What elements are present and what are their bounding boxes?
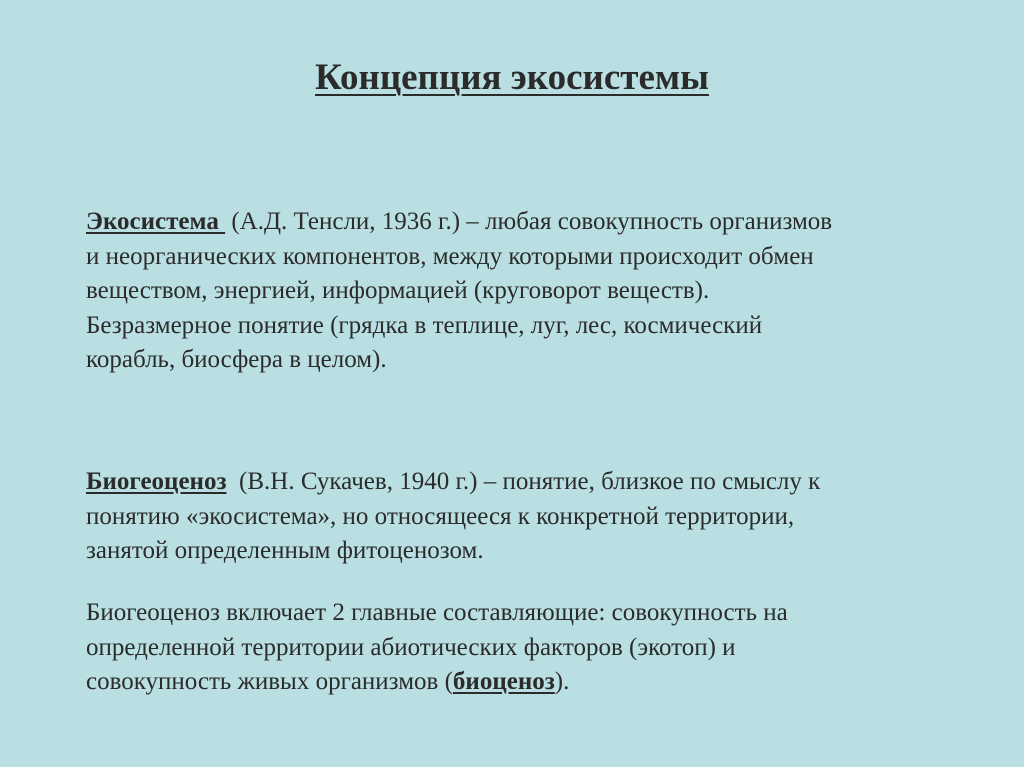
biogeocenosis-line-2: понятию «экосистема», но относящееся к конкретной территории, xyxy=(86,502,795,530)
ecosystem-definition xyxy=(86,205,946,378)
components-line-2: определенной территории абиотических факторов (экотоп) и xyxy=(86,633,736,661)
ecosystem-line-1 xyxy=(86,205,946,240)
biogeocenosis-line-1 xyxy=(86,465,946,500)
term-biogeocenosis: Биогеоценоз xyxy=(86,468,227,495)
title-text: Концепция экосистемы xyxy=(315,57,709,98)
components-line-1: Биогеоценоз включает 2 главные составляющие: совокупность на xyxy=(86,599,788,626)
components-line-3 xyxy=(86,665,946,700)
ecosystem-line-5: корабль, биосфера в целом). xyxy=(86,346,387,373)
biogeocenosis-definition xyxy=(86,465,946,569)
biogeocenosis-line-3: занятой определенным фитоценозом. xyxy=(86,537,484,564)
components-tail: ). xyxy=(554,668,570,695)
term-biocenosis: биоценоз xyxy=(452,668,555,695)
slide-title xyxy=(0,54,1024,102)
biogeocenosis-components xyxy=(86,596,946,700)
ecosystem-line-3: веществом, энергией, информацией (круговорот веществ). xyxy=(86,277,710,304)
ecosystem-text-1: (А.Д. Тенсли, 1936 г.) – любая совокупность организмов xyxy=(225,208,833,235)
ecosystem-line-2: и неорганических компонентов, между которыми происходит обмен xyxy=(86,242,814,270)
biogeocenosis-text-1: (В.Н. Сукачев, 1940 г.) – понятие, близкое по смыслу к xyxy=(226,468,821,495)
term-ecosystem: Экосистема xyxy=(86,208,226,235)
ecosystem-line-4: Безразмерное понятие (грядка в теплице, луг, лес, космический xyxy=(86,311,763,339)
components-text-3: совокупность живых организмов ( xyxy=(86,668,453,695)
